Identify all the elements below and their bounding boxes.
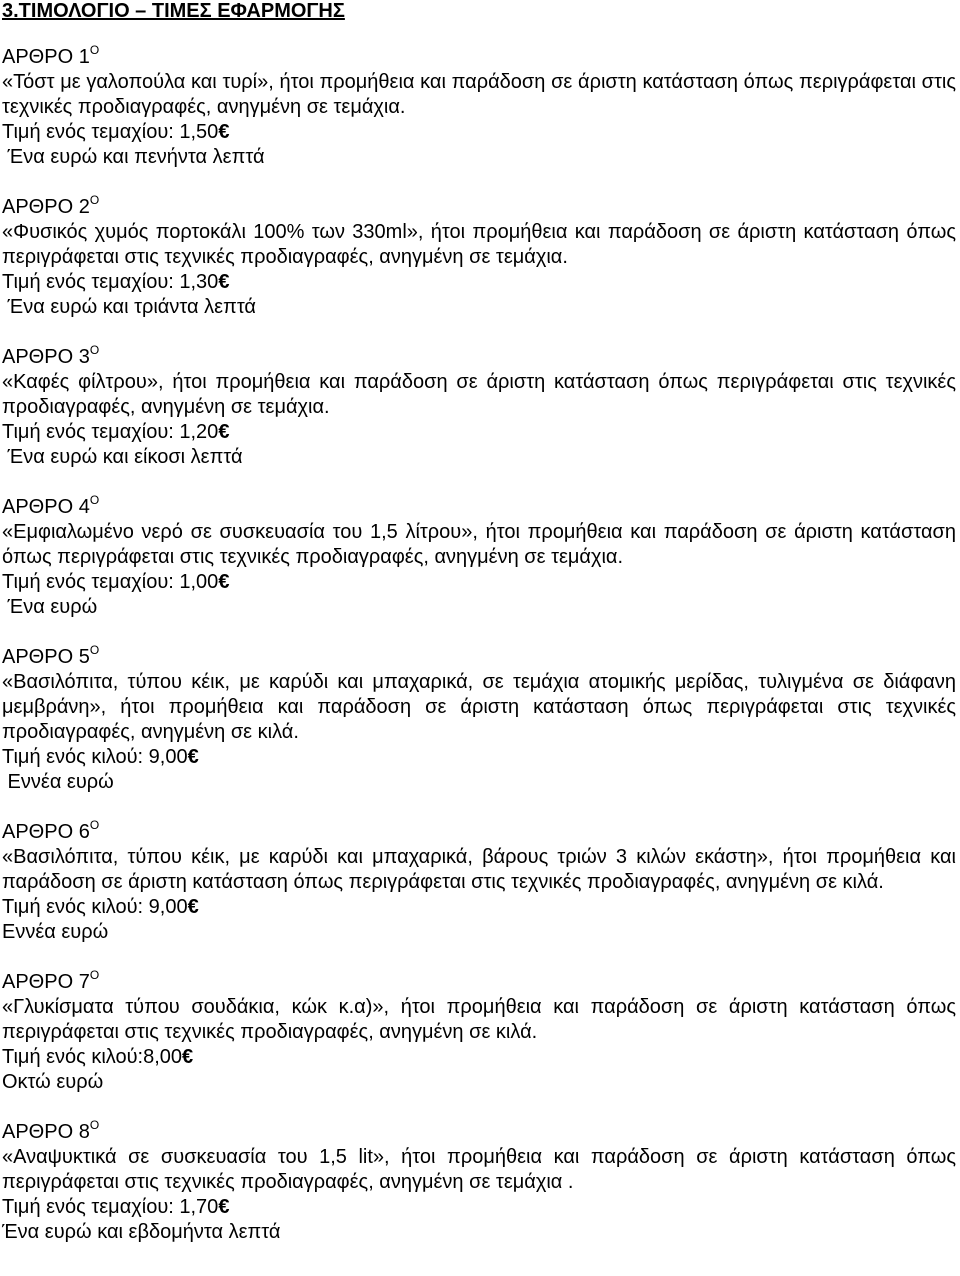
article-heading-ordinal: Ο: [89, 968, 100, 982]
article-description: «Καφές φίλτρου», ήτοι προμήθεια και παράδοση σε άριστη κατάσταση όπως περιγράφεται στις τεχνικές προδιαγραφές, ανηγμένη σε τεμάχια.: [2, 371, 956, 418]
article-heading-ordinal: Ο: [89, 493, 100, 507]
article-heading: [2, 644, 956, 670]
article-heading-text: ΑΡΘΡΟ 8: [2, 1121, 90, 1143]
price-in-words: Ένα ευρώ και πενήντα λεπτά: [2, 146, 265, 168]
unit-price: [2, 120, 956, 145]
article-1: [2, 44, 956, 170]
article-heading-text: ΑΡΘΡΟ 5: [2, 646, 90, 668]
unit-price: [2, 1045, 956, 1070]
unit-price: [2, 420, 956, 445]
unit-price-value: Τιμή ενός τεμαχίου: 1,50: [2, 121, 219, 143]
article-7: [2, 969, 956, 1095]
article-heading-text: ΑΡΘΡΟ 2: [2, 196, 90, 218]
euro-symbol: €: [218, 571, 230, 593]
article-description: «Φυσικός χυμός πορτοκάλι 100% των 330ml», ήτοι προμήθεια και παράδοση σε άριστη κατάσταση όπως περιγράφεται στις τεχνικές προδιαγραφές, ανηγμένη σε τεμάχια.: [2, 221, 956, 268]
article-description: «Γλυκίσματα τύπου σουδάκια, κώκ κ.α)», ήτοι προμήθεια και παράδοση σε άριστη κατάσταση όπως περιγράφεται στις τεχνικές προδιαγραφές, ανηγμένη σε κιλά.: [2, 996, 956, 1043]
euro-symbol: €: [218, 1196, 230, 1218]
price-in-words: Ένα ευρώ και εβδομήντα λεπτά: [2, 1221, 281, 1243]
article-heading-text: ΑΡΘΡΟ 4: [2, 496, 90, 518]
unit-price-value: Τιμή ενός τεμαχίου: 1,30: [2, 271, 219, 293]
euro-symbol: €: [218, 121, 230, 143]
document-page: [2, 0, 956, 1245]
unit-price-value: Τιμή ενός κιλού: 9,00: [2, 896, 188, 918]
article-description: «Βασιλόπιτα, τύπου κέικ, με καρύδι και μπαχαρικά, βάρους τριών 3 κιλών εκάστη», ήτοι προμήθεια και παράδοση σε άριστη κατάσταση όπως περιγράφεται στις τεχνικές προδιαγραφές, ανηγμένη σε κιλά.: [2, 846, 956, 893]
unit-price-value: Τιμή ενός κιλού: 9,00: [2, 746, 188, 768]
unit-price: [2, 745, 956, 770]
price-in-words: Εννέα ευρώ: [2, 921, 109, 943]
article-4: [2, 494, 956, 620]
article-heading: [2, 194, 956, 220]
euro-symbol: €: [187, 896, 199, 918]
article-description: «Εμφιαλωμένο νερό σε συσκευασία του 1,5 λίτρου», ήτοι προμήθεια και παράδοση σε άριστη κατάσταση όπως περιγράφεται στις τεχνικές προδιαγραφές, ανηγμένη σε τεμάχια.: [2, 521, 956, 568]
article-5: [2, 644, 956, 795]
price-in-words: Εννέα ευρώ: [2, 771, 114, 793]
unit-price-value: Τιμή ενός τεμαχίου: 1,70: [2, 1196, 219, 1218]
article-6: [2, 819, 956, 945]
euro-symbol: €: [187, 746, 199, 768]
article-heading-ordinal: Ο: [89, 643, 100, 657]
article-8: [2, 1119, 956, 1245]
article-description: «Βασιλόπιτα, τύπου κέικ, με καρύδι και μπαχαρικά, σε τεμάχια ατομικής μερίδας, τυλιγμένα σε διάφανη μεμβράνη», ήτοι προμήθεια και παράδοση σε άριστη κατάσταση όπως περιγράφεται στις τεχνικές προδιαγραφές, ανηγμένη σε κιλά.: [2, 671, 956, 743]
unit-price-value: Τιμή ενός τεμαχίου: 1,00: [2, 571, 219, 593]
unit-price: [2, 270, 956, 295]
article-heading: [2, 44, 956, 70]
article-heading: [2, 969, 956, 995]
article-heading-text: ΑΡΘΡΟ 6: [2, 821, 90, 843]
price-in-words: Οκτώ ευρώ: [2, 1071, 104, 1093]
article-heading: [2, 344, 956, 370]
unit-price-value: Τιμή ενός τεμαχίου: 1,20: [2, 421, 219, 443]
article-description: «Αναψυκτικά σε συσκευασία του 1,5 lit», ήτοι προμήθεια και παράδοση σε άριστη κατάσταση όπως περιγράφεται στις τεχνικές προδιαγραφές, ανηγμένη σε τεμάχια .: [2, 1146, 956, 1193]
document-title: 3.ΤΙΜΟΛΟΓΙΟ – ΤΙΜΕΣ ΕΦΑΡΜΟΓΗΣ: [2, 0, 345, 22]
unit-price: [2, 895, 956, 920]
article-heading-text: ΑΡΘΡΟ 3: [2, 346, 90, 368]
article-heading-text: ΑΡΘΡΟ 1: [2, 46, 90, 68]
unit-price: [2, 1195, 956, 1220]
articles-list: [2, 44, 956, 1245]
article-heading-ordinal: Ο: [89, 43, 100, 57]
article-heading: [2, 1119, 956, 1145]
price-in-words: Ένα ευρώ και τριάντα λεπτά: [2, 296, 256, 318]
article-heading-text: ΑΡΘΡΟ 7: [2, 971, 90, 993]
article-heading: [2, 819, 956, 845]
euro-symbol: €: [182, 1046, 194, 1068]
unit-price-value: Τιμή ενός κιλού:8,00: [2, 1046, 183, 1068]
euro-symbol: €: [218, 271, 230, 293]
price-in-words: Ένα ευρώ: [2, 596, 98, 618]
article-heading-ordinal: Ο: [89, 818, 100, 832]
article-description: «Τόστ με γαλοπούλα και τυρί», ήτοι προμήθεια και παράδοση σε άριστη κατάσταση όπως περιγράφεται στις τεχνικές προδιαγραφές, ανηγμένη σε τεμάχια.: [2, 71, 956, 118]
article-heading-ordinal: Ο: [89, 193, 100, 207]
article-heading-ordinal: Ο: [89, 1118, 100, 1132]
article-2: [2, 194, 956, 320]
article-heading-ordinal: Ο: [89, 343, 100, 357]
euro-symbol: €: [218, 421, 230, 443]
unit-price: [2, 570, 956, 595]
article-heading: [2, 494, 956, 520]
price-in-words: Ένα ευρώ και είκοσι λεπτά: [2, 446, 243, 468]
article-3: [2, 344, 956, 470]
